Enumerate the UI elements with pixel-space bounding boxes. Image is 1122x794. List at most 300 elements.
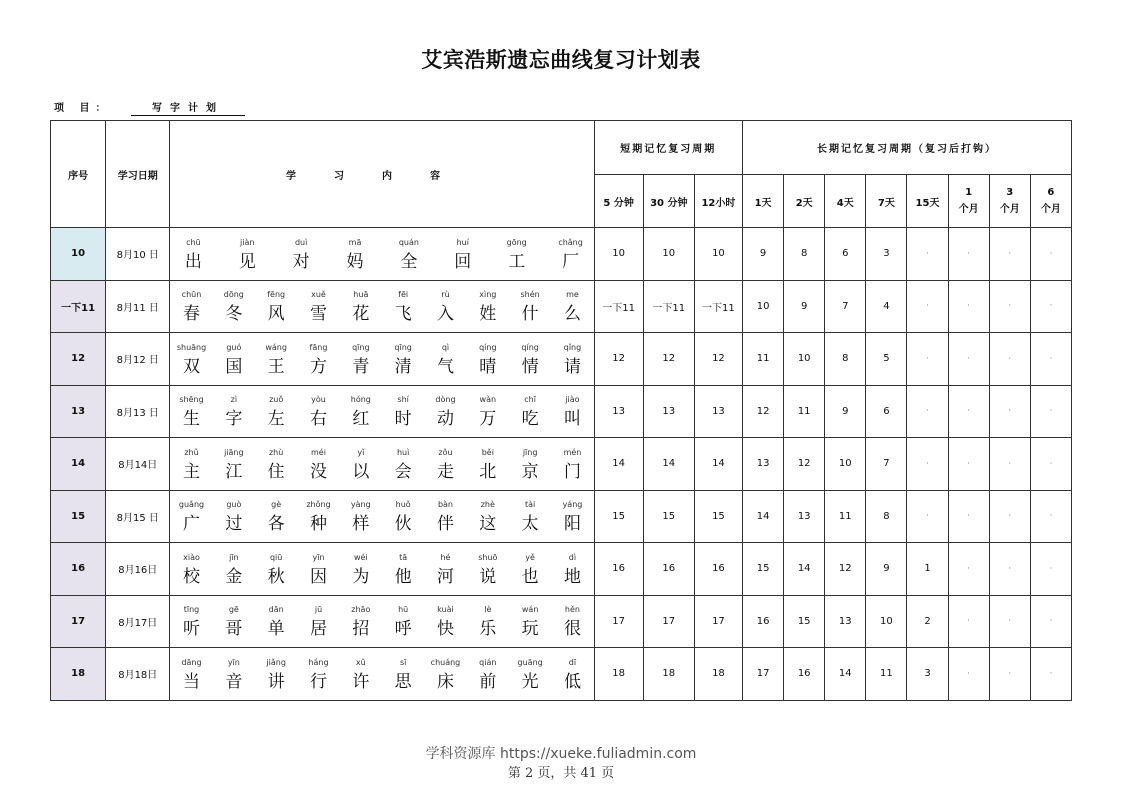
short-review-cell: 18 (594, 648, 643, 701)
pinyin: zhè (480, 500, 495, 510)
hanzi: 气 (436, 356, 454, 377)
pinyin-row (170, 337, 593, 355)
hanzi: 见 (238, 251, 256, 272)
pinyin: jīn (229, 552, 239, 562)
hanzi: 么 (563, 304, 581, 325)
hanzi: 妈 (346, 251, 364, 272)
long-review-cell: 12 (743, 385, 784, 438)
pinyin: xǔ (355, 657, 366, 667)
hanzi: 红 (352, 409, 370, 430)
short-review-cell: 一下11 (594, 280, 643, 333)
pinyin: mā (348, 237, 362, 247)
long-review-cell: 3 (866, 228, 907, 281)
pinyin: zhǔ (184, 447, 199, 457)
table-row (51, 490, 1072, 543)
pinyin: guāng (517, 657, 543, 667)
hanzi-row (170, 250, 593, 276)
hanzi: 情 (521, 356, 539, 377)
pinyin: yǐ (357, 447, 365, 457)
short-review-cell: 15 (694, 490, 742, 543)
row-date: 8月18日 (106, 648, 170, 701)
hanzi: 讲 (267, 671, 285, 692)
hanzi: 门 (563, 461, 581, 482)
table-row (51, 648, 1072, 701)
hanzi-row (170, 407, 593, 433)
row-seq: 10 (51, 228, 106, 281)
pinyin: yīn (227, 657, 240, 667)
table-row (51, 438, 1072, 491)
pinyin: tā (399, 552, 408, 562)
header-short-col: 30 分钟 (643, 175, 694, 228)
hanzi: 生 (183, 409, 200, 430)
short-review-cell: 16 (594, 543, 643, 596)
header-long-col: 1天 (743, 175, 784, 228)
header-month-col: 3 个月 (989, 175, 1030, 228)
pinyin: huí (456, 237, 469, 247)
long-review-cell: 9 (743, 228, 784, 281)
pinyin: qiū (269, 552, 283, 562)
long-review-cell: 12 (825, 543, 866, 596)
hanzi-row (170, 302, 593, 328)
long-review-cell: 7 (866, 438, 907, 491)
pinyin: guò (226, 500, 242, 510)
header-long-col: 7天 (866, 175, 907, 228)
hanzi: 低 (563, 671, 581, 692)
hanzi: 地 (563, 566, 581, 587)
pinyin: tài (525, 500, 536, 510)
hanzi-row (170, 355, 593, 381)
pinyin: shuāng (176, 342, 207, 352)
hanzi: 校 (183, 566, 200, 587)
month-review-cell: · (1030, 280, 1071, 333)
long-review-cell: 5 (866, 333, 907, 386)
hanzi: 他 (394, 566, 412, 587)
short-review-cell: 13 (694, 385, 742, 438)
header-short-group: 短期记忆复习周期 (594, 121, 742, 175)
hanzi: 为 (352, 566, 370, 587)
header-month-col: 6 个月 (1030, 175, 1071, 228)
short-review-cell: 一下11 (643, 280, 694, 333)
hanzi: 说 (479, 566, 497, 587)
hanzi: 请 (563, 356, 581, 377)
short-review-cell: 18 (643, 648, 694, 701)
pinyin: chūn (181, 290, 202, 300)
hanzi-row (170, 565, 593, 591)
pinyin: fāng (309, 342, 328, 352)
long-review-cell: 10 (825, 438, 866, 491)
long-review-cell: 4 (866, 280, 907, 333)
header-long-col: 4天 (825, 175, 866, 228)
hanzi: 广 (183, 514, 200, 535)
hanzi: 飞 (394, 304, 412, 325)
pinyin: chǎng (558, 237, 583, 247)
month-review-cell: · (989, 385, 1030, 438)
row-seq: 13 (51, 385, 106, 438)
hanzi: 各 (267, 514, 285, 535)
row-date: 8月14日 (106, 438, 170, 491)
pinyin-row (170, 284, 593, 302)
hanzi: 晴 (479, 356, 497, 377)
month-review-cell: · (1030, 438, 1071, 491)
header-long-group: 长期记忆复习周期（复习后打钩） (743, 121, 1072, 175)
month-review-cell: · (948, 648, 989, 701)
hanzi: 青 (352, 356, 370, 377)
row-content (170, 595, 594, 648)
hanzi: 回 (454, 251, 472, 272)
pinyin: méi (311, 447, 326, 457)
pinyin: qíng (479, 342, 497, 352)
month-review-cell: · (989, 648, 1030, 701)
project-label: 项 目： (54, 103, 112, 114)
long-review-cell: · (907, 333, 948, 386)
hanzi: 种 (309, 514, 327, 535)
row-content (170, 280, 594, 333)
hanzi: 这 (479, 514, 497, 535)
hanzi: 金 (225, 566, 243, 587)
month-review-cell: · (948, 280, 989, 333)
hanzi: 音 (225, 671, 243, 692)
pinyin-row (170, 652, 593, 670)
pinyin: kuài (437, 605, 454, 615)
month-review-cell: · (948, 595, 989, 648)
long-review-cell: 7 (825, 280, 866, 333)
project-line (54, 99, 224, 114)
pinyin: jiāng (224, 447, 244, 457)
pinyin: běi (481, 447, 494, 457)
hanzi: 字 (225, 409, 243, 430)
hanzi: 走 (436, 461, 454, 482)
pinyin: bàn (437, 500, 453, 510)
pinyin: dān (268, 605, 284, 615)
hanzi: 伙 (394, 514, 412, 535)
month-review-cell: · (1030, 385, 1071, 438)
hanzi: 姓 (479, 304, 497, 325)
hanzi: 冬 (225, 304, 243, 325)
month-review-cell: · (989, 595, 1030, 648)
pinyin: qǐng (563, 342, 582, 352)
header-month-col: 1 个月 (948, 175, 989, 228)
long-review-cell: 6 (866, 385, 907, 438)
pinyin: qīng (394, 342, 412, 352)
long-review-cell: · (907, 438, 948, 491)
short-review-cell: 一下11 (694, 280, 742, 333)
row-date: 8月11 日 (106, 280, 170, 333)
hanzi: 动 (436, 409, 454, 430)
hanzi: 哥 (225, 619, 243, 640)
table-row (51, 595, 1072, 648)
pinyin: gē (228, 605, 239, 615)
month-review-cell: · (989, 490, 1030, 543)
pinyin: tīng (183, 605, 200, 615)
pinyin: jiào (565, 395, 580, 405)
month-review-cell: · (1030, 595, 1071, 648)
long-review-cell: 11 (866, 648, 907, 701)
row-date: 8月10 日 (106, 228, 170, 281)
pinyin: rù (441, 290, 450, 300)
pinyin: hóng (350, 395, 371, 405)
hanzi: 右 (309, 409, 327, 430)
footer-page-number: 第 2 页，共 41 页 (507, 766, 615, 781)
month-review-cell: · (948, 490, 989, 543)
hanzi-row (170, 512, 593, 538)
pinyin: chuáng (430, 657, 461, 667)
pinyin-row (170, 442, 593, 460)
hanzi: 伴 (436, 514, 454, 535)
hanzi: 单 (267, 619, 285, 640)
hanzi: 河 (436, 566, 454, 587)
long-review-cell: 8 (825, 333, 866, 386)
pinyin: yīn (312, 552, 325, 562)
hanzi: 行 (309, 671, 327, 692)
pinyin: háng (308, 657, 329, 667)
long-review-cell: 15 (784, 595, 825, 648)
month-review-cell: · (1030, 228, 1071, 281)
pinyin: zì (230, 395, 238, 405)
hanzi: 很 (563, 619, 581, 640)
pinyin: mén (563, 447, 582, 457)
hanzi: 对 (292, 251, 310, 272)
short-review-cell: 15 (594, 490, 643, 543)
long-review-cell: 12 (784, 438, 825, 491)
pinyin: gōng (506, 237, 527, 247)
long-review-cell: · (907, 228, 948, 281)
hanzi: 主 (183, 461, 200, 482)
pinyin: wàn (479, 395, 497, 405)
long-review-cell: 14 (825, 648, 866, 701)
row-seq: 15 (51, 490, 106, 543)
pinyin: hěn (564, 605, 580, 615)
pinyin: dòng (435, 395, 456, 405)
hanzi: 玩 (521, 619, 539, 640)
long-review-cell: 11 (825, 490, 866, 543)
row-date: 8月17日 (106, 595, 170, 648)
header-long-col: 2天 (784, 175, 825, 228)
long-review-cell: · (907, 280, 948, 333)
hanzi: 国 (225, 356, 243, 377)
hanzi: 听 (183, 619, 200, 640)
pinyin: huǒ (395, 500, 411, 510)
footer-source: 学科资源库 https://xueke.fuliadmin.com (425, 746, 697, 762)
pinyin-row (170, 547, 593, 565)
short-review-cell: 13 (643, 385, 694, 438)
row-date: 8月15 日 (106, 490, 170, 543)
header-short-col: 5 分钟 (594, 175, 643, 228)
hanzi: 清 (394, 356, 412, 377)
pinyin-row (170, 494, 593, 512)
long-review-cell: 2 (907, 595, 948, 648)
hanzi: 光 (521, 671, 539, 692)
short-review-cell: 18 (694, 648, 742, 701)
header-short-col: 12小时 (694, 175, 742, 228)
hanzi: 什 (521, 304, 539, 325)
long-review-cell: 16 (784, 648, 825, 701)
hanzi: 床 (436, 671, 454, 692)
long-review-cell: · (907, 490, 948, 543)
page-title: 艾宾浩斯遗忘曲线复习计划表 (421, 48, 701, 72)
long-review-cell: 16 (743, 595, 784, 648)
pinyin: hé (440, 552, 451, 562)
pinyin: duì (294, 237, 308, 247)
pinyin: yòu (311, 395, 326, 405)
month-review-cell: · (1030, 648, 1071, 701)
pinyin: sī (399, 657, 407, 667)
hanzi: 呼 (394, 619, 412, 640)
long-review-cell: 14 (784, 543, 825, 596)
pinyin: shí (397, 395, 409, 405)
short-review-cell: 12 (643, 333, 694, 386)
month-review-cell: · (948, 385, 989, 438)
short-review-cell: 17 (694, 595, 742, 648)
hanzi: 工 (508, 251, 526, 272)
long-review-cell: 10 (743, 280, 784, 333)
row-content (170, 438, 594, 491)
pinyin: shén (520, 290, 540, 300)
long-review-cell: 13 (784, 490, 825, 543)
long-review-cell: 17 (743, 648, 784, 701)
pinyin: quán (398, 237, 419, 247)
short-review-cell: 14 (594, 438, 643, 491)
long-review-cell: 13 (825, 595, 866, 648)
pinyin: huā (353, 290, 369, 300)
pinyin: wáng (265, 342, 287, 352)
long-review-cell: 11 (743, 333, 784, 386)
month-review-cell: · (1030, 490, 1071, 543)
hanzi-row (170, 617, 593, 643)
long-review-cell: 15 (743, 543, 784, 596)
short-review-cell: 13 (594, 385, 643, 438)
pinyin: yě (525, 552, 535, 562)
month-review-cell: · (948, 228, 989, 281)
table-row (51, 333, 1072, 386)
hanzi: 阳 (563, 514, 581, 535)
header-seq: 序号 (51, 121, 106, 228)
hanzi-row (170, 670, 593, 696)
row-content (170, 490, 594, 543)
month-review-cell: · (989, 333, 1030, 386)
table-row (51, 280, 1072, 333)
hanzi: 全 (400, 251, 418, 272)
pinyin: yàng (350, 500, 371, 510)
hanzi: 思 (394, 671, 412, 692)
short-review-cell: 15 (643, 490, 694, 543)
row-seq: 一下11 (51, 280, 106, 333)
long-review-cell: 11 (784, 385, 825, 438)
hanzi: 王 (267, 356, 285, 377)
hanzi: 会 (394, 461, 412, 482)
month-review-cell: · (989, 438, 1030, 491)
long-review-cell: 10 (866, 595, 907, 648)
short-review-cell: 14 (694, 438, 742, 491)
hanzi: 江 (225, 461, 243, 482)
header-content: 学习内容 (170, 121, 594, 228)
row-content (170, 543, 594, 596)
pinyin: yáng (562, 500, 583, 510)
long-review-cell: 9 (866, 543, 907, 596)
hanzi: 叫 (563, 409, 581, 430)
short-review-cell: 16 (694, 543, 742, 596)
hanzi: 京 (521, 461, 539, 482)
long-review-cell: 10 (784, 333, 825, 386)
month-review-cell: · (1030, 543, 1071, 596)
pinyin: xuě (311, 290, 326, 300)
hanzi: 出 (184, 251, 202, 272)
project-value: 写字计划 (131, 99, 245, 116)
hanzi: 因 (309, 566, 327, 587)
row-content (170, 385, 594, 438)
long-review-cell: 9 (784, 280, 825, 333)
hanzi: 许 (352, 671, 370, 692)
month-review-cell: · (948, 438, 989, 491)
hanzi: 秋 (267, 566, 285, 587)
month-review-cell: · (948, 333, 989, 386)
row-date: 8月12 日 (106, 333, 170, 386)
pinyin: dī (568, 657, 577, 667)
pinyin: jiǎng (266, 657, 286, 667)
hanzi-row (170, 460, 593, 486)
table-row (51, 543, 1072, 596)
month-review-cell: · (989, 543, 1030, 596)
row-seq: 16 (51, 543, 106, 596)
row-content (170, 228, 594, 281)
hanzi: 入 (436, 304, 454, 325)
pinyin: zhǒng (306, 500, 331, 510)
hanzi: 雪 (309, 304, 327, 325)
hanzi: 也 (521, 566, 539, 587)
row-date: 8月13 日 (106, 385, 170, 438)
pinyin: wéi (353, 552, 368, 562)
pinyin: fēi (398, 290, 409, 300)
pinyin: shuō (478, 552, 498, 562)
hanzi: 左 (267, 409, 285, 430)
pinyin: qíng (521, 342, 539, 352)
pinyin: zǒu (438, 447, 453, 457)
long-review-cell: 6 (825, 228, 866, 281)
pinyin: lè (484, 605, 492, 615)
short-review-cell: 12 (594, 333, 643, 386)
row-content (170, 648, 594, 701)
hanzi: 没 (309, 461, 327, 482)
hanzi: 万 (479, 409, 497, 430)
pinyin: zhāo (351, 605, 371, 615)
long-review-cell: 8 (866, 490, 907, 543)
hanzi: 乐 (479, 619, 497, 640)
long-review-cell: 8 (784, 228, 825, 281)
short-review-cell: 10 (594, 228, 643, 281)
hanzi: 时 (394, 409, 412, 430)
pinyin: guǎng (178, 500, 205, 510)
row-content (170, 333, 594, 386)
long-review-cell: 1 (907, 543, 948, 596)
hanzi: 当 (183, 671, 200, 692)
row-seq: 12 (51, 333, 106, 386)
pinyin: dōng (223, 290, 244, 300)
table-row (51, 228, 1072, 281)
hanzi: 样 (352, 514, 370, 535)
pinyin: hū (398, 605, 409, 615)
pinyin: qīng (352, 342, 370, 352)
row-seq: 17 (51, 595, 106, 648)
long-review-cell: 3 (907, 648, 948, 701)
pinyin: guó (226, 342, 242, 352)
short-review-cell: 14 (643, 438, 694, 491)
hanzi: 风 (267, 304, 285, 325)
hanzi: 快 (436, 619, 454, 640)
pinyin: dāng (181, 657, 202, 667)
long-review-cell: · (907, 385, 948, 438)
pinyin: chī (524, 395, 536, 405)
month-review-cell: · (948, 543, 989, 596)
hanzi: 住 (267, 461, 285, 482)
